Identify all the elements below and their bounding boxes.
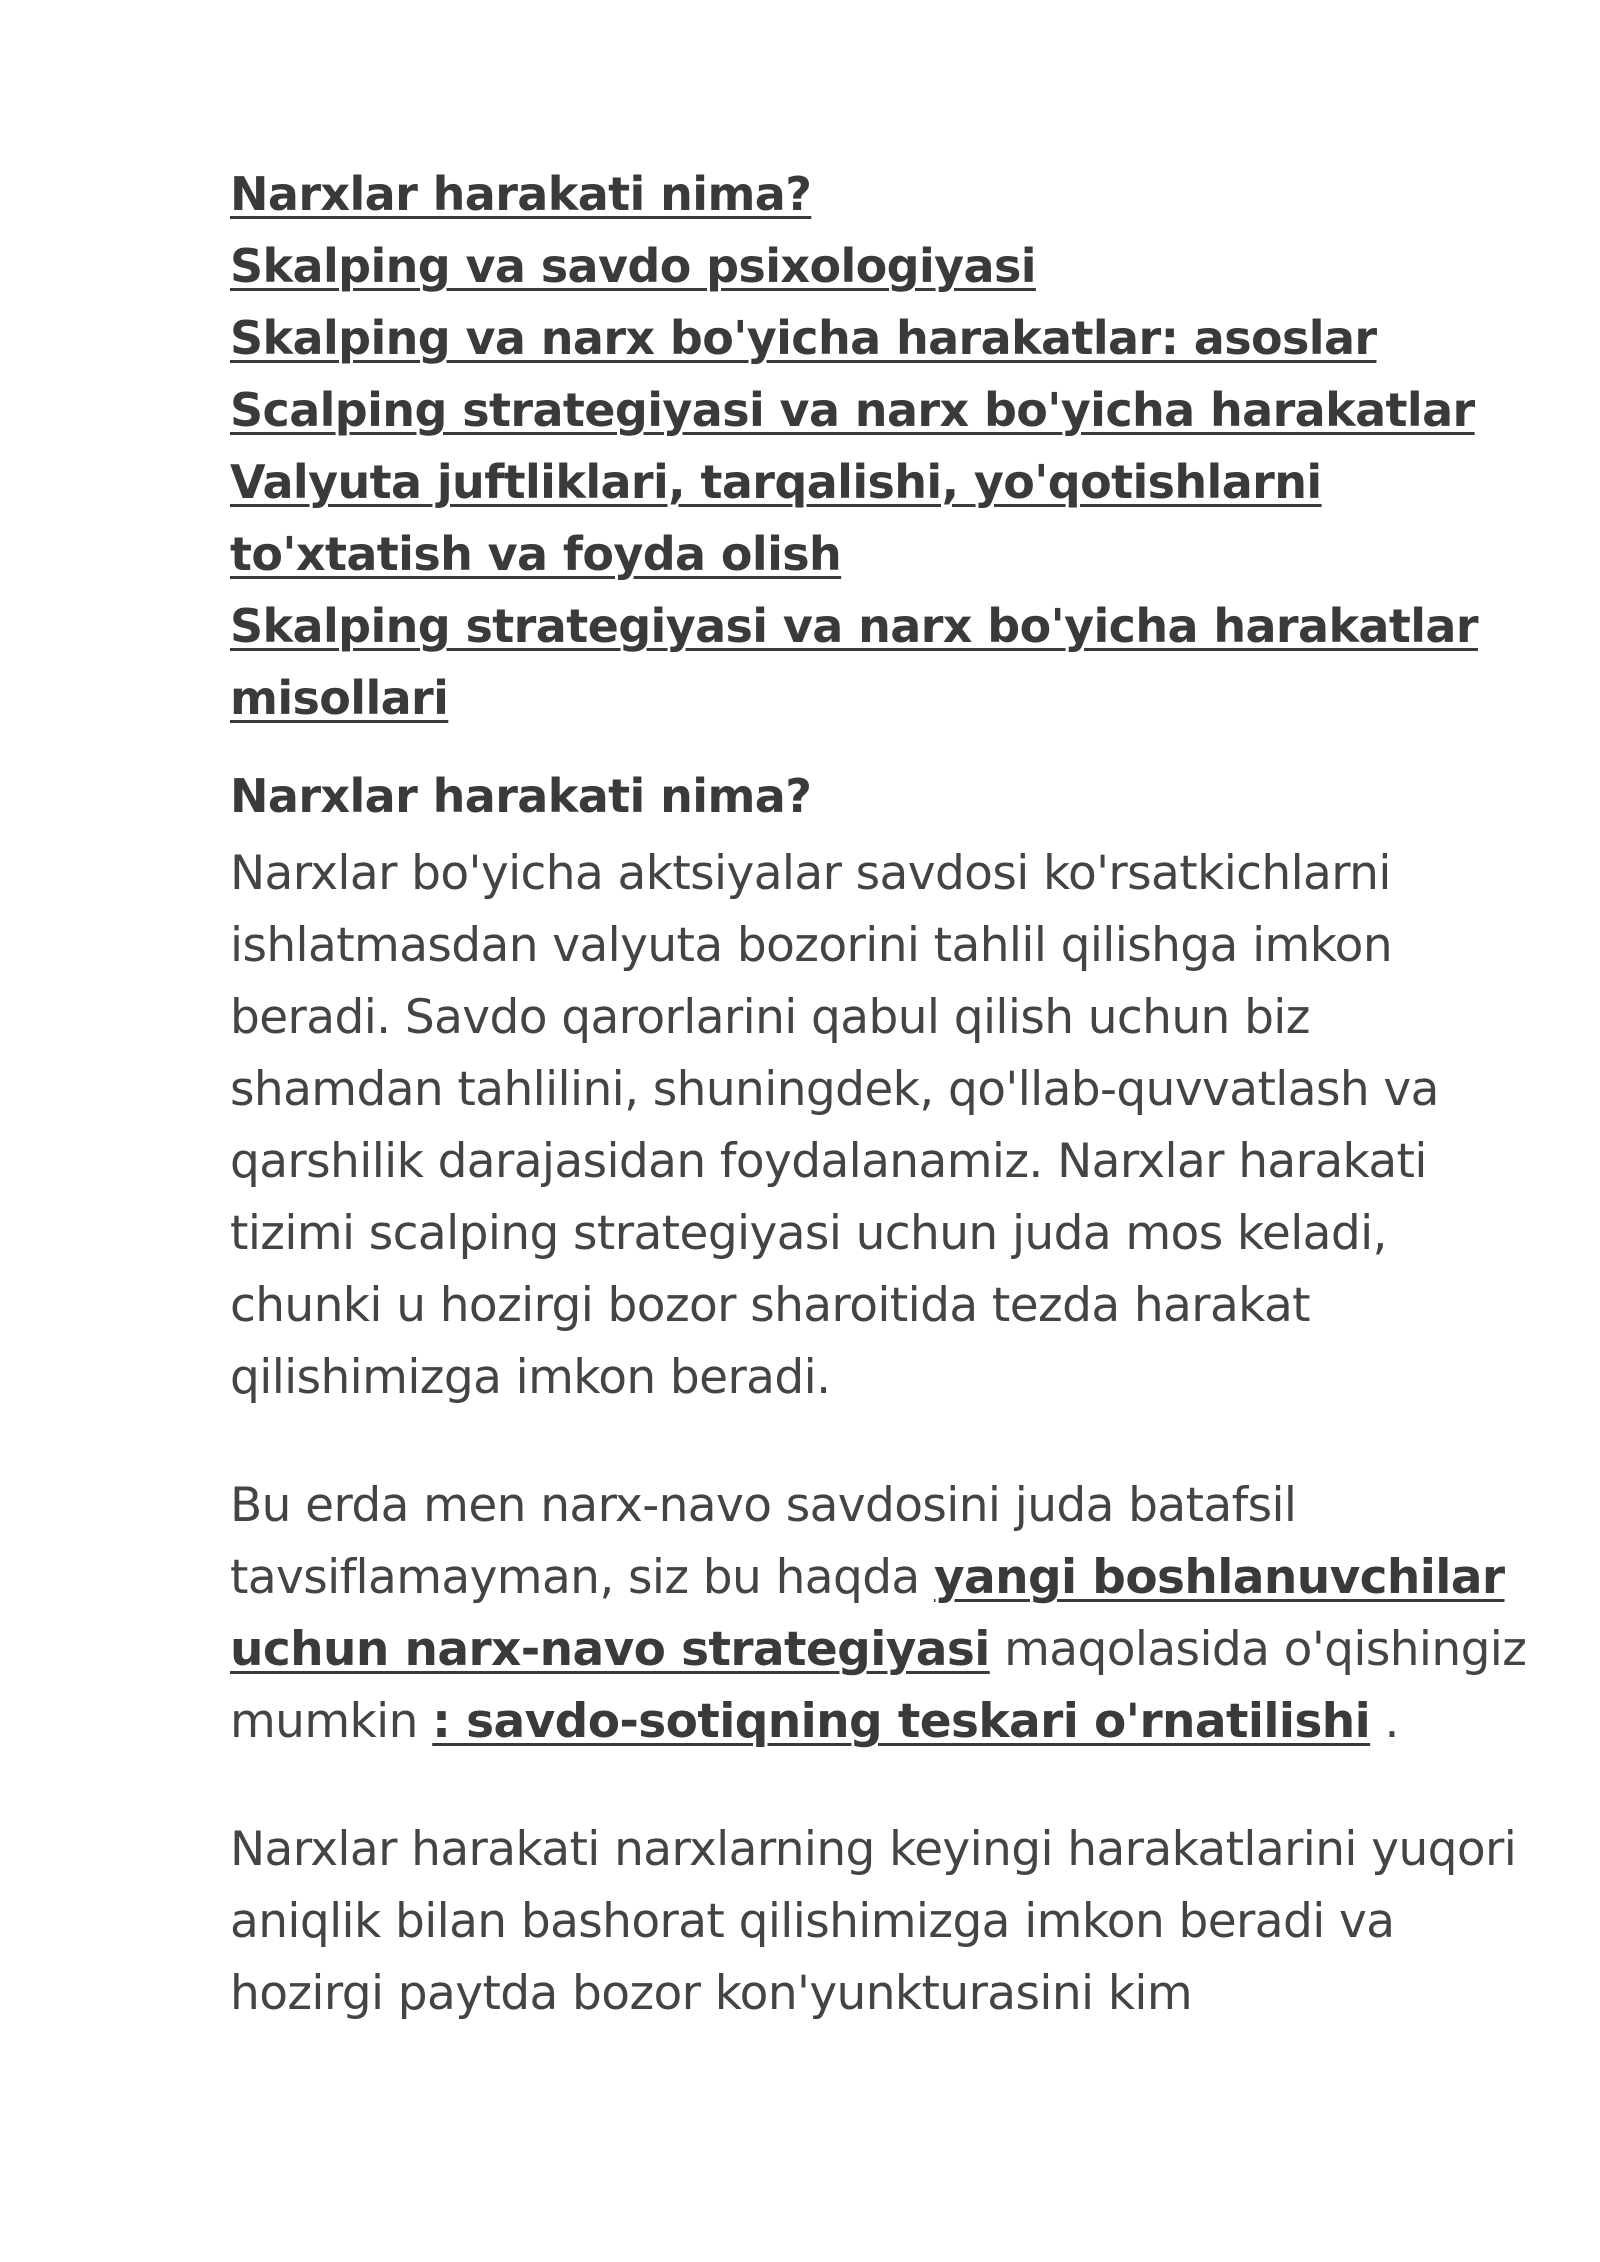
paragraph-3: Narxlar harakati narxlarning keyingi harakatlarini yuqori aniqlik bilan bashorat qilishimizga imkon beradi va hozirgi paytda bozor kon'yunkturasini kim (230, 1822, 1517, 2021)
section-heading: Narxlar harakati nima? (230, 769, 812, 823)
toc-link-4[interactable]: Scalping strategiyasi va narx bo'yicha harakatlar (230, 383, 1475, 437)
toc-link-1[interactable]: Narxlar harakati nima? (230, 167, 812, 221)
document-page (230, 158, 1530, 2086)
paragraph-2-text-before: Bu erda men narx-navo savdosini juda batafsil tavsiflamayman, siz bu haqda (230, 1478, 1297, 1605)
toc-item (230, 230, 1530, 302)
toc-link-3[interactable]: Skalping va narx bo'yicha harakatlar: asoslar (230, 311, 1377, 365)
paragraph-1: Narxlar bo'yicha aktsiyalar savdosi ko'rsatkichlarni ishlatmasdan valyuta bozorini tahlil qilishga imkon beradi. Savdo qarorlarini qabul qilish uchun biz shamdan tahlilini, shuningdek, qo'llab-quvvatlash va qarshilik darajasidan foydalanamiz. Narxlar harakati tizimi scalping strategiyasi uchun juda mos keladi, chunki u hozirgi bozor sharoitida tezda harakat qilishimizga imkon beradi. (230, 846, 1439, 1405)
table-of-contents (230, 158, 1530, 734)
toc-link-5[interactable]: Valyuta juftliklari, tarqalishi, yo'qotishlarni to'xtatish va foyda olish (230, 455, 1322, 581)
beginner-strategy-link[interactable]: yangi boshlanuvchilar uchun narx-navo strategiyasi (230, 1550, 1505, 1677)
paragraph-2-text-after: . (1370, 1694, 1399, 1749)
toc-link-6[interactable]: Skalping strategiyasi va narx bo'yicha harakatlar misollari (230, 599, 1478, 725)
toc-link-2[interactable]: Skalping va savdo psixologiyasi (230, 239, 1036, 293)
paragraph-2-text-middle: maqolasida o'qishingiz mumkin (230, 1622, 1527, 1749)
toc-item (230, 374, 1530, 446)
toc-item (230, 158, 1530, 230)
reverse-setup-link[interactable]: : savdo-sotiqning teskari o'rnatilishi (432, 1694, 1371, 1749)
toc-item (230, 590, 1530, 734)
toc-item (230, 446, 1530, 590)
paragraph-2 (230, 1470, 1530, 1758)
toc-item (230, 302, 1530, 374)
